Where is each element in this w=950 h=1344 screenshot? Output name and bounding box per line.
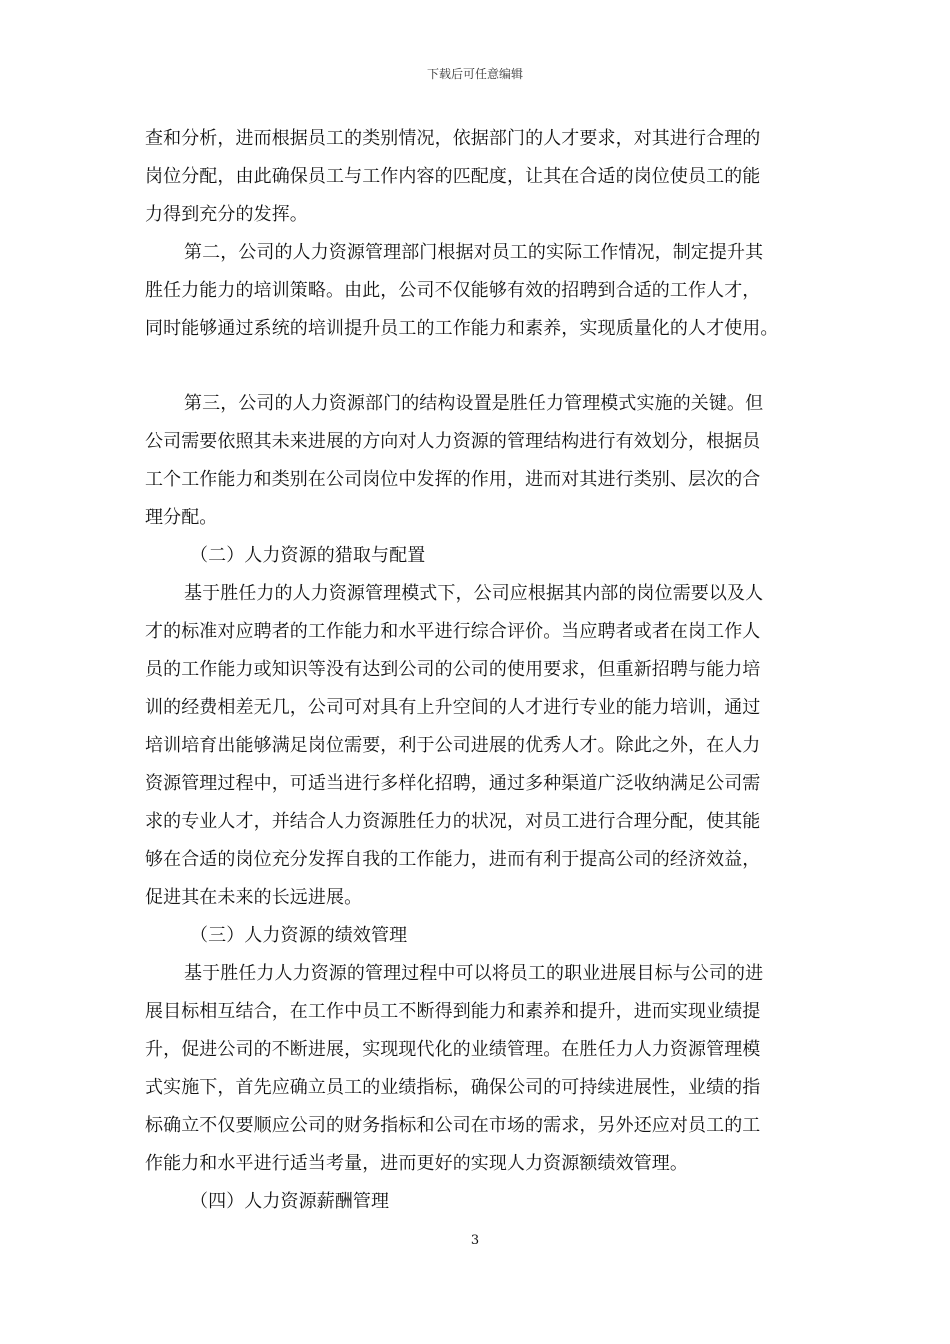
text-line: 标确立不仅要顺应公司的财务指标和公司在市场的需求，另外还应对员工的工 — [145, 1115, 761, 1136]
section-heading: （二）人力资源的猎取与配置 — [190, 545, 426, 566]
text-line: 资源管理过程中，可适当进行多样化招聘，通过多种渠道广泛收纳满足公司需 — [145, 773, 761, 794]
text-line: 培训培育出能够满足岗位需要，利于公司进展的优秀人才。除此之外，在人力 — [145, 735, 761, 756]
paragraph-start-line: 基于胜任力人力资源的管理过程中可以将员工的职业进展目标与公司的进 — [184, 963, 764, 984]
text-line: 同时能够通过系统的培训提升员工的工作能力和素养，实现质量化的人才使用。 — [145, 318, 779, 339]
text-line: 力得到充分的发挥。 — [145, 204, 308, 225]
text-line: 岗位分配，由此确保员工与工作内容的匹配度，让其在合适的岗位使员工的能 — [145, 166, 761, 187]
text-line: 理分配。 — [145, 507, 218, 528]
text-line: 式实施下，首先应确立员工的业绩指标，确保公司的可持续进展性，业绩的指 — [145, 1077, 761, 1098]
text-line: 促进其在未来的长远进展。 — [145, 887, 363, 908]
text-line: 升，促进公司的不断进展，实现现代化的业绩管理。在胜任力人力资源管理模 — [145, 1039, 761, 1060]
text-line: 工个工作能力和类别在公司岗位中发挥的作用，进而对其进行类别、层次的合 — [145, 469, 761, 490]
document-body — [145, 120, 815, 1221]
text-line: 求的专业人才，并结合人力资源胜任力的状况，对员工进行合理分配，使其能 — [145, 811, 761, 832]
paragraph-start-line: 基于胜任力的人力资源管理模式下，公司应根据其内部的岗位需要以及人 — [184, 583, 764, 604]
page-header: 下载后可任意编辑 — [426, 67, 523, 81]
page-number: 3 — [470, 1233, 480, 1248]
text-line: 作能力和水平进行适当考量，进而更好的实现人力资源额绩效管理。 — [145, 1153, 688, 1174]
text-line: 训的经费相差无几，公司可对具有上升空间的人才进行专业的能力培训，通过 — [145, 697, 761, 718]
section-heading: （三）人力资源的绩效管理 — [190, 925, 408, 946]
paragraph-gap — [145, 348, 815, 385]
paragraph-start-line: 第三，公司的人力资源部门的结构设置是胜任力管理模式实施的关键。但 — [184, 393, 764, 414]
text-line: 公司需要依照其未来进展的方向对人力资源的管理结构进行有效划分，根据员 — [145, 431, 761, 452]
text-line: 够在合适的岗位充分发挥自我的工作能力，进而有利于提高公司的经济效益， — [145, 849, 761, 870]
paragraph-start-line: 第二，公司的人力资源管理部门根据对员工的实际工作情况，制定提升其 — [184, 242, 764, 263]
text-line: 展目标相互结合，在工作中员工不断得到能力和素养和提升，进而实现业绩提 — [145, 1001, 761, 1022]
text-line: 查和分析，进而根据员工的类别情况，依据部门的人才要求，对其进行合理的 — [145, 128, 761, 149]
text-line: 才的标准对应聘者的工作能力和水平进行综合评价。当应聘者或者在岗工作人 — [145, 621, 761, 642]
section-heading: （四）人力资源薪酬管理 — [190, 1191, 390, 1212]
text-line: 胜任力能力的培训策略。由此，公司不仅能够有效的招聘到合适的工作人才， — [145, 280, 761, 301]
text-line: 员的工作能力或知识等没有达到公司的公司的使用要求，但重新招聘与能力培 — [145, 659, 761, 680]
